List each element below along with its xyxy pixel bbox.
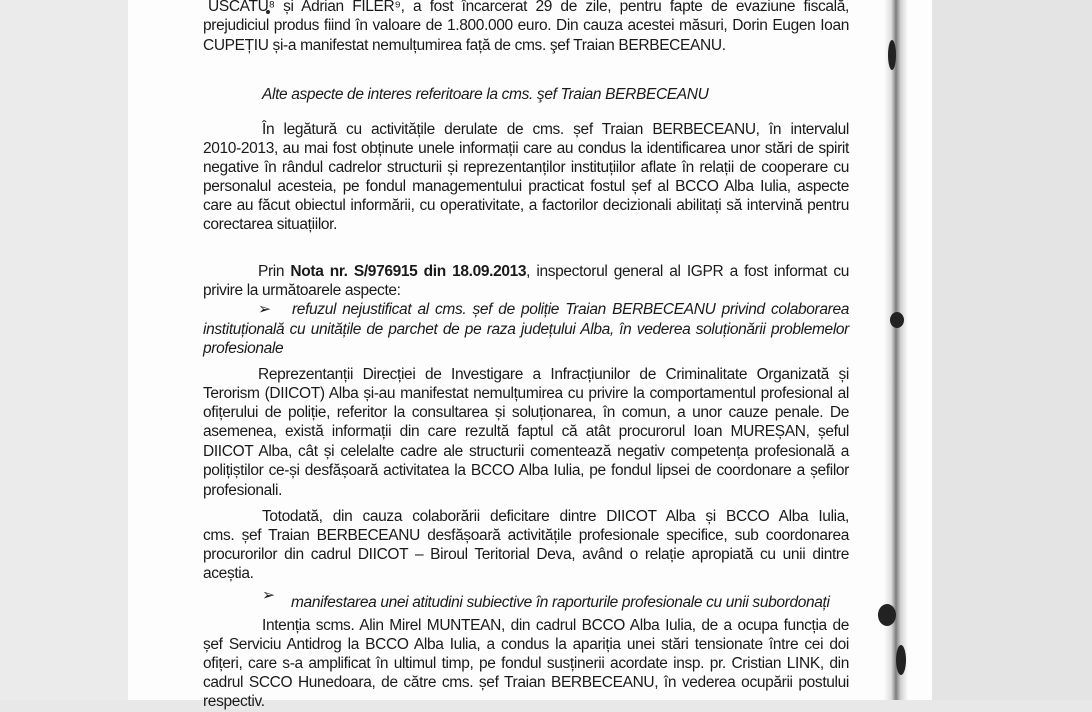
text-line: corectarea situațiilor. <box>203 216 338 233</box>
bullet-arrow-icon: ➢ <box>258 301 271 318</box>
text-line: Reprezentanții Direcției de Investigare a Infracțiunilor de Criminalitate Organizată și <box>258 366 849 383</box>
text-line: negative în rândul cadrelor structurii și reprezentanților instituțiilor aflate în relații de cooperare cu <box>203 159 849 176</box>
scan-edge-shadow <box>884 0 908 700</box>
text-line: prejudiciul produs fiind în valoare de 1.800.000 euro. Din cauza acestei măsuri, Dorin Eugen Ioan <box>203 17 849 34</box>
text-line: În legătură cu activitățile derulate de cms. șef Traian BERBECEANU, în intervalul <box>262 121 849 138</box>
text-line: Terorism (DIICOT) Alba și-au manifestat nemulțumirea cu privire la comportamentul profesional al <box>203 385 849 402</box>
text-line: ofițerului de poliție, referitor la consultarea și soluționarea, în comun, a unor cauze penale. De <box>203 404 849 421</box>
bullet-text-line: manifestarea unei atitudini subiective în raporturile profesionale cu unii subordonați <box>291 594 830 611</box>
text-line: șef Serviciu Antidrog la BCCO Alba Iulia, a condus la apariția unei stări tensionate între cei doi <box>203 636 849 653</box>
text-line: aceștia. <box>203 565 254 582</box>
nota-suffix: , inspectorul general al IGPR a fost informat cu <box>526 263 850 280</box>
scan-artifact <box>896 645 906 675</box>
text-line: ofițeri, care s-a amplificat în ultimul timp, pe fondul susținerii acordate insp. pr. Cristian LINK, din <box>203 655 849 672</box>
text-line: procurorilor din cadrul DIICOT – Biroul Teritorial Deva, având o relație apropiată cu unii dintre <box>203 546 849 563</box>
nota-line <box>258 262 849 282</box>
text-line: Intenția scms. Alin Mirel MUNTEAN, din cadrul BCCO Alba Iulia, de a ocupa funcția de <box>262 617 849 634</box>
viewer-background-left <box>0 0 128 700</box>
text-line: USCATU⁸ și Adrian FILER⁹, a fost încarcerat 29 de zile, pentru fapte de evaziune fiscală, <box>208 0 849 15</box>
scan-artifact <box>878 604 896 626</box>
nota-prefix: Prin <box>258 263 291 280</box>
text-line: care au făcut obiectul informării, cu operativitate, a factorilor decizionali abilitați să intervină pentru <box>203 197 849 214</box>
text-line: personalul acesteia, pe fondul managementului practicat fostul șef al BCCO Alba Iulia, aspecte <box>203 178 849 195</box>
text-line: privire la următoarele aspecte: <box>203 282 401 299</box>
text-line: CUPEȚIU și-a manifestat nemulțumirea față de cms. şef Traian BERBECEANU. <box>203 37 726 54</box>
text-line: DIICOT Alba, cât și celelalte cadre ale structurii comentează negativ competența profesională a <box>203 443 849 460</box>
bullet-text-line: instituțională cu unitățile de parchet de pe raza județului Alba, în vederea soluționării problemelor <box>203 321 849 338</box>
text-line: polițiștilor ce-și desfășoară activitatea la BCCO Alba Iulia, pe fondul lipsei de coordonare a șefilor <box>203 462 849 479</box>
viewer-background-right <box>932 0 1092 700</box>
text-line: cadrul SCCO Hunedoara, de către cms. șef Traian BERBECEANU, în vederea ocupării postului <box>203 674 849 691</box>
text-line: cms. șef Traian BERBECEANU desfășoară activitățile profesionale specifice, sub coordonarea <box>203 527 849 544</box>
nota-reference: Nota nr. S/976915 din 18.09.2013 <box>290 263 527 280</box>
text-line: 2010-2013, au mai fost obținute unele informații care au condus la identificarea unor stări de spirit <box>203 140 849 157</box>
scan-artifact <box>890 312 904 328</box>
document-page <box>128 0 932 710</box>
section-heading: Alte aspecte de interes referitoare la cms. şef Traian BERBECEANU <box>262 86 709 103</box>
text-line: profesionali. <box>203 482 283 499</box>
bullet-arrow-icon: ➢ <box>262 587 275 604</box>
scan-artifact <box>888 40 896 70</box>
text-line: respectiv. <box>203 693 265 710</box>
bullet-text-line: refuzul nejustificat al cms. șef de poliție Traian BERBECEANU privind colaborarea <box>292 301 849 318</box>
text-line: Totodată, din cauza colaborării deficitare dintre DIICOT Alba și BCCO Alba Iulia, <box>262 508 849 525</box>
bullet-text-line: profesionale <box>203 340 284 357</box>
text-line: asemenea, există informații din care rezultă faptul că atât procurorul Ioan MUREȘAN, șeful <box>203 423 849 440</box>
